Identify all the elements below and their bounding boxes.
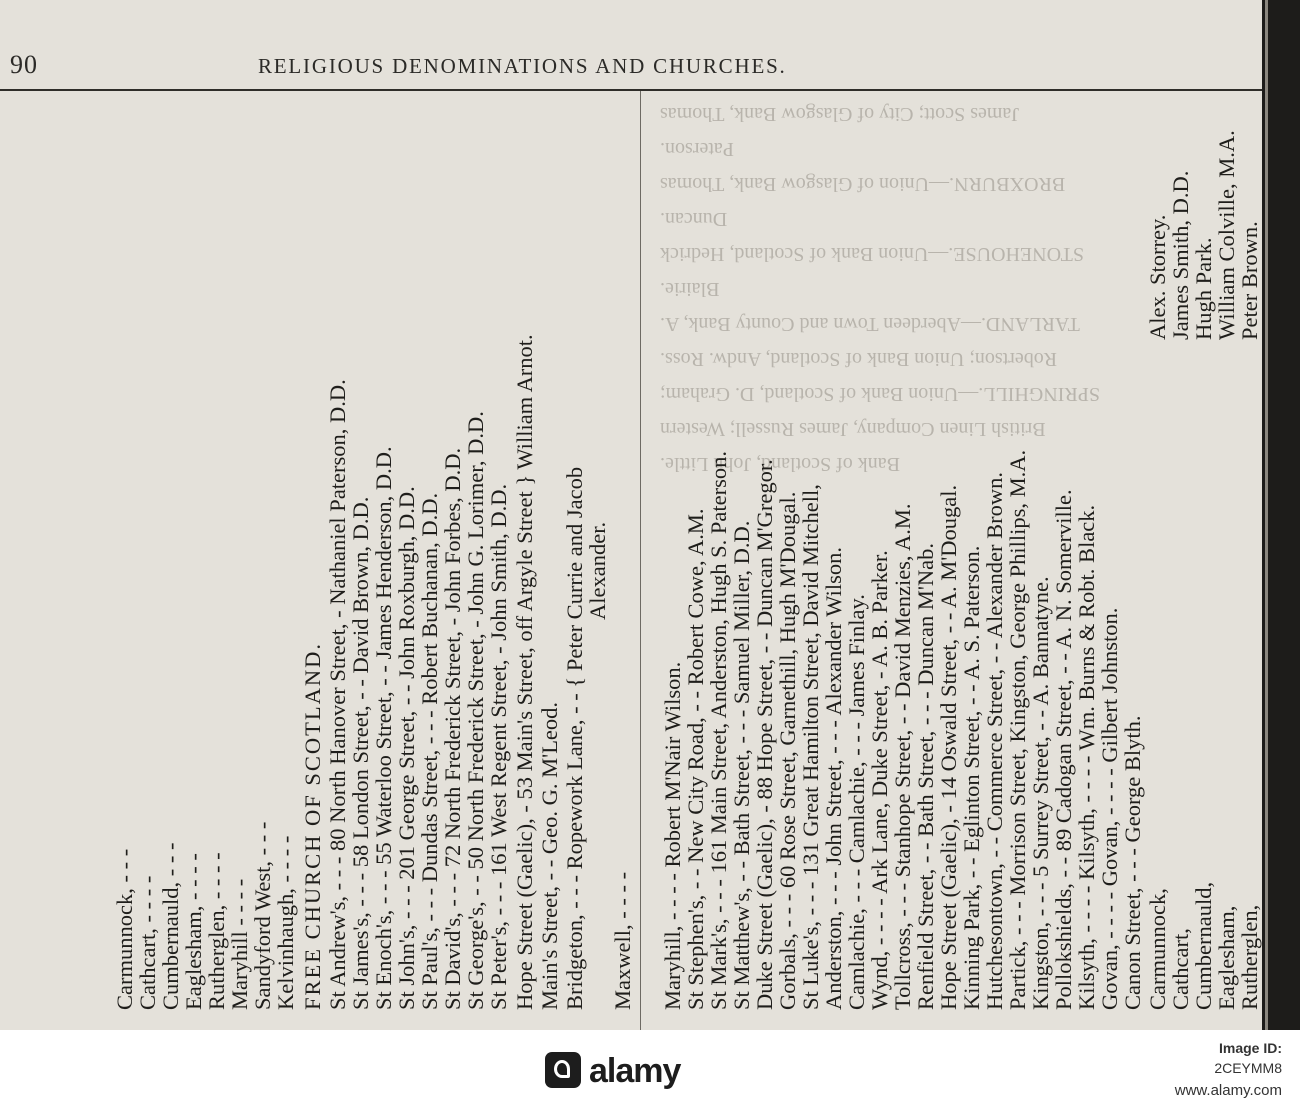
listing-line: Hope Street (Gaelic), - 53 Main's Street, off Argyle Street } William Arnot. — [512, 334, 537, 1010]
listing-line: Kilsyth, - - - - Kilsyth, - - - - Wm. Burns & Robt. Black. — [1074, 504, 1099, 1010]
minister-name: Alex. Storrey. — [1145, 214, 1170, 340]
alamy-wordmark: alamy — [589, 1052, 681, 1090]
place-name: Carmunnock, — [1145, 888, 1170, 1010]
listing-line: Gorbals, - - - 60 Rose Street, Garnethill, Hugh M'Dougal. — [775, 491, 800, 1010]
showthrough-line: BROXBURN.—Union of Glasgow Bank, Thomas — [660, 173, 1066, 195]
page-number: 90 — [10, 50, 38, 79]
site-url[interactable]: www.alamy.com — [1174, 1082, 1282, 1099]
listing-line: St Mark's, - - - 161 Main Street, Anderston, Hugh S. Paterson. — [706, 450, 731, 1010]
listing-line: Wynd, - - - - Ark Lane, Duke Street, - A. B. Parker. — [867, 550, 892, 1010]
listing-line: Alexander. — [585, 521, 610, 620]
listing-line: St George's, - - 50 North Frederick Street, - John G. Lorimer, D.D. — [463, 411, 488, 1010]
listing-line: Maxwell, - - - - — [610, 871, 635, 1010]
listing-line: Govan, - - - - Govan, - - - - Gilbert Johnston. — [1097, 607, 1122, 1010]
minister-name: Peter Brown. — [1237, 221, 1262, 340]
listing-line: Maryhill - - - - — [227, 878, 252, 1010]
page-gutter-line — [1265, 0, 1268, 1030]
listing-line: Sandyford West, - - - — [250, 821, 275, 1010]
showthrough-line: Duncan. — [660, 208, 728, 230]
running-title: RELIGIOUS DENOMINATIONS AND CHURCHES. — [258, 54, 787, 78]
listing-line: St Paul's, - - - Dundas Street, - - - Robert Buchanan, D.D. — [417, 492, 442, 1010]
place-name: Cathcart, — [1168, 928, 1193, 1010]
listing-line: Rutherglen, - - - - — [204, 852, 229, 1010]
listing-line: Cumbernauld, - - - — [158, 842, 183, 1010]
showthrough-line: TARLAND.—Aberdeen Town and County Bank, A. — [660, 313, 1080, 335]
listing-line: St David's, - - - 72 North Frederick Street, - John Forbes, D.D. — [440, 447, 465, 1010]
alamy-logo-icon — [545, 1052, 581, 1088]
listing-line: Main's Street, - - Geo. G. M'Leod. — [537, 701, 562, 1010]
listing-line: Maryhill, - - - - Robert M'Nair Wilson. — [660, 661, 685, 1010]
image-id-label: Image ID: — [1218, 1040, 1282, 1056]
listing-line: Tollcross, - - - Stanhope Street, - - David Menzies, A.M. — [890, 503, 915, 1010]
stock-footer — [0, 1030, 1300, 1115]
showthrough-line: Robertson; Union Bank of Scotland, Andw. Ross. — [660, 348, 1058, 370]
page-header — [0, 48, 1300, 88]
showthrough-line: Paterson. — [660, 138, 734, 160]
header-rule — [0, 89, 1300, 91]
listing-line: Carmunnock, - - - — [112, 848, 137, 1010]
listing-line: Hope Street (Gaelic), - 14 Oswald Street, - - A. M'Dougal. — [936, 484, 961, 1010]
listing-line: Cathcart, - - - - — [135, 875, 160, 1010]
listing-line: St Stephen's, - - New City Road, - - Robert Cowe, A.M. — [683, 508, 708, 1010]
listing-line: St John's, - - - 201 George Street, - - John Roxburgh, D.D. — [394, 486, 419, 1010]
showthrough-line: SPRINGHILL.—Union Bank of Scotland, D. Graham; — [660, 383, 1100, 405]
listing-line: Kingston, - - - 5 Surrey Street, - - A. Bannatyne. — [1028, 576, 1053, 1010]
minister-name: William Colville, M.A. — [1214, 130, 1239, 340]
listing-line: St Matthew's, - - Bath Street, - - - Samuel Miller, D.D. — [729, 520, 754, 1010]
listing-line: Anderston, - - - John Street, - - - Alexander Wilson. — [821, 547, 846, 1010]
listing-line: Partick, - - - Morrison Street, Kingston, George Phillips, M.A. — [1005, 449, 1030, 1010]
place-name: Eaglesham, — [1214, 905, 1239, 1010]
listing-line: St Enoch's, - - - 55 Waterloo Street, - - James Henderson, D.D. — [371, 446, 396, 1010]
minister-name: James Smith, D.D. — [1168, 170, 1193, 340]
listing-line: Kinning Park, - - Eglinton Street, - - A. S. Paterson. — [959, 545, 984, 1010]
listing-line: St Peter's, - - - 161 West Regent Street, - John Smith, D.D. — [486, 483, 511, 1010]
showthrough-line: STONEHOUSE.—Union Bank of Scotland, Hedrick — [660, 243, 1085, 265]
listing-line: Duke Street (Gaelic), - 88 Hope Street, - - Duncan M'Gregor. — [752, 459, 777, 1010]
listing-line: Camlachie, - - - Camlachie, - - - James Finlay. — [844, 594, 869, 1010]
alamy-logo[interactable] — [545, 1052, 680, 1091]
column-divider — [640, 91, 641, 1030]
section-heading: FREE CHURCH OF SCOTLAND. — [300, 641, 325, 1010]
showthrough-line: Bank of Scotland, John Little. — [660, 453, 900, 475]
place-name: Rutherglen, — [1237, 904, 1262, 1010]
listing-line: Eaglesham, - - - - — [181, 853, 206, 1010]
place-name: Cumbernauld, — [1191, 881, 1216, 1010]
listing-line: Bridgeton, - - - Ropework Lane, - - { Peter Currie and Jacob — [562, 466, 587, 1010]
listing-line: St Luke's, - - - 131 Great Hamilton Street, David Mitchell, — [798, 484, 823, 1010]
listing-line: Renfield Street, - - Bath Street, - - - Duncan M'Nab. — [913, 542, 938, 1010]
listing-line: St James's, - - - 58 London Street, - - David Brown, D.D. — [348, 496, 373, 1010]
minister-name: Hugh Park. — [1191, 237, 1216, 340]
showthrough-line: British Linen Company, James Russell; Western — [660, 418, 1046, 440]
showthrough-line: James Scott; City of Glasgow Bank, Thomas — [660, 103, 1020, 125]
showthrough-line: Blairie. — [660, 278, 720, 300]
image-id-value: 2CEYMM8 — [1214, 1060, 1282, 1076]
listing-line: Canon Street, - - - George Blyth. — [1120, 715, 1145, 1010]
image-id — [1214, 1038, 1282, 1078]
listing-line: Pollokshields, - - 89 Cadogan Street, - - A. N. Somerville. — [1051, 489, 1076, 1010]
listing-line: Hutchesontown, - - Commerce Street, - - Alexander Brown. — [982, 472, 1007, 1010]
listing-line: Kelvinhaugh, - - - - — [273, 835, 298, 1010]
listing-line: St Andrew's, - - - 80 North Hanover Street, - Nathaniel Paterson, D.D. — [325, 379, 350, 1010]
